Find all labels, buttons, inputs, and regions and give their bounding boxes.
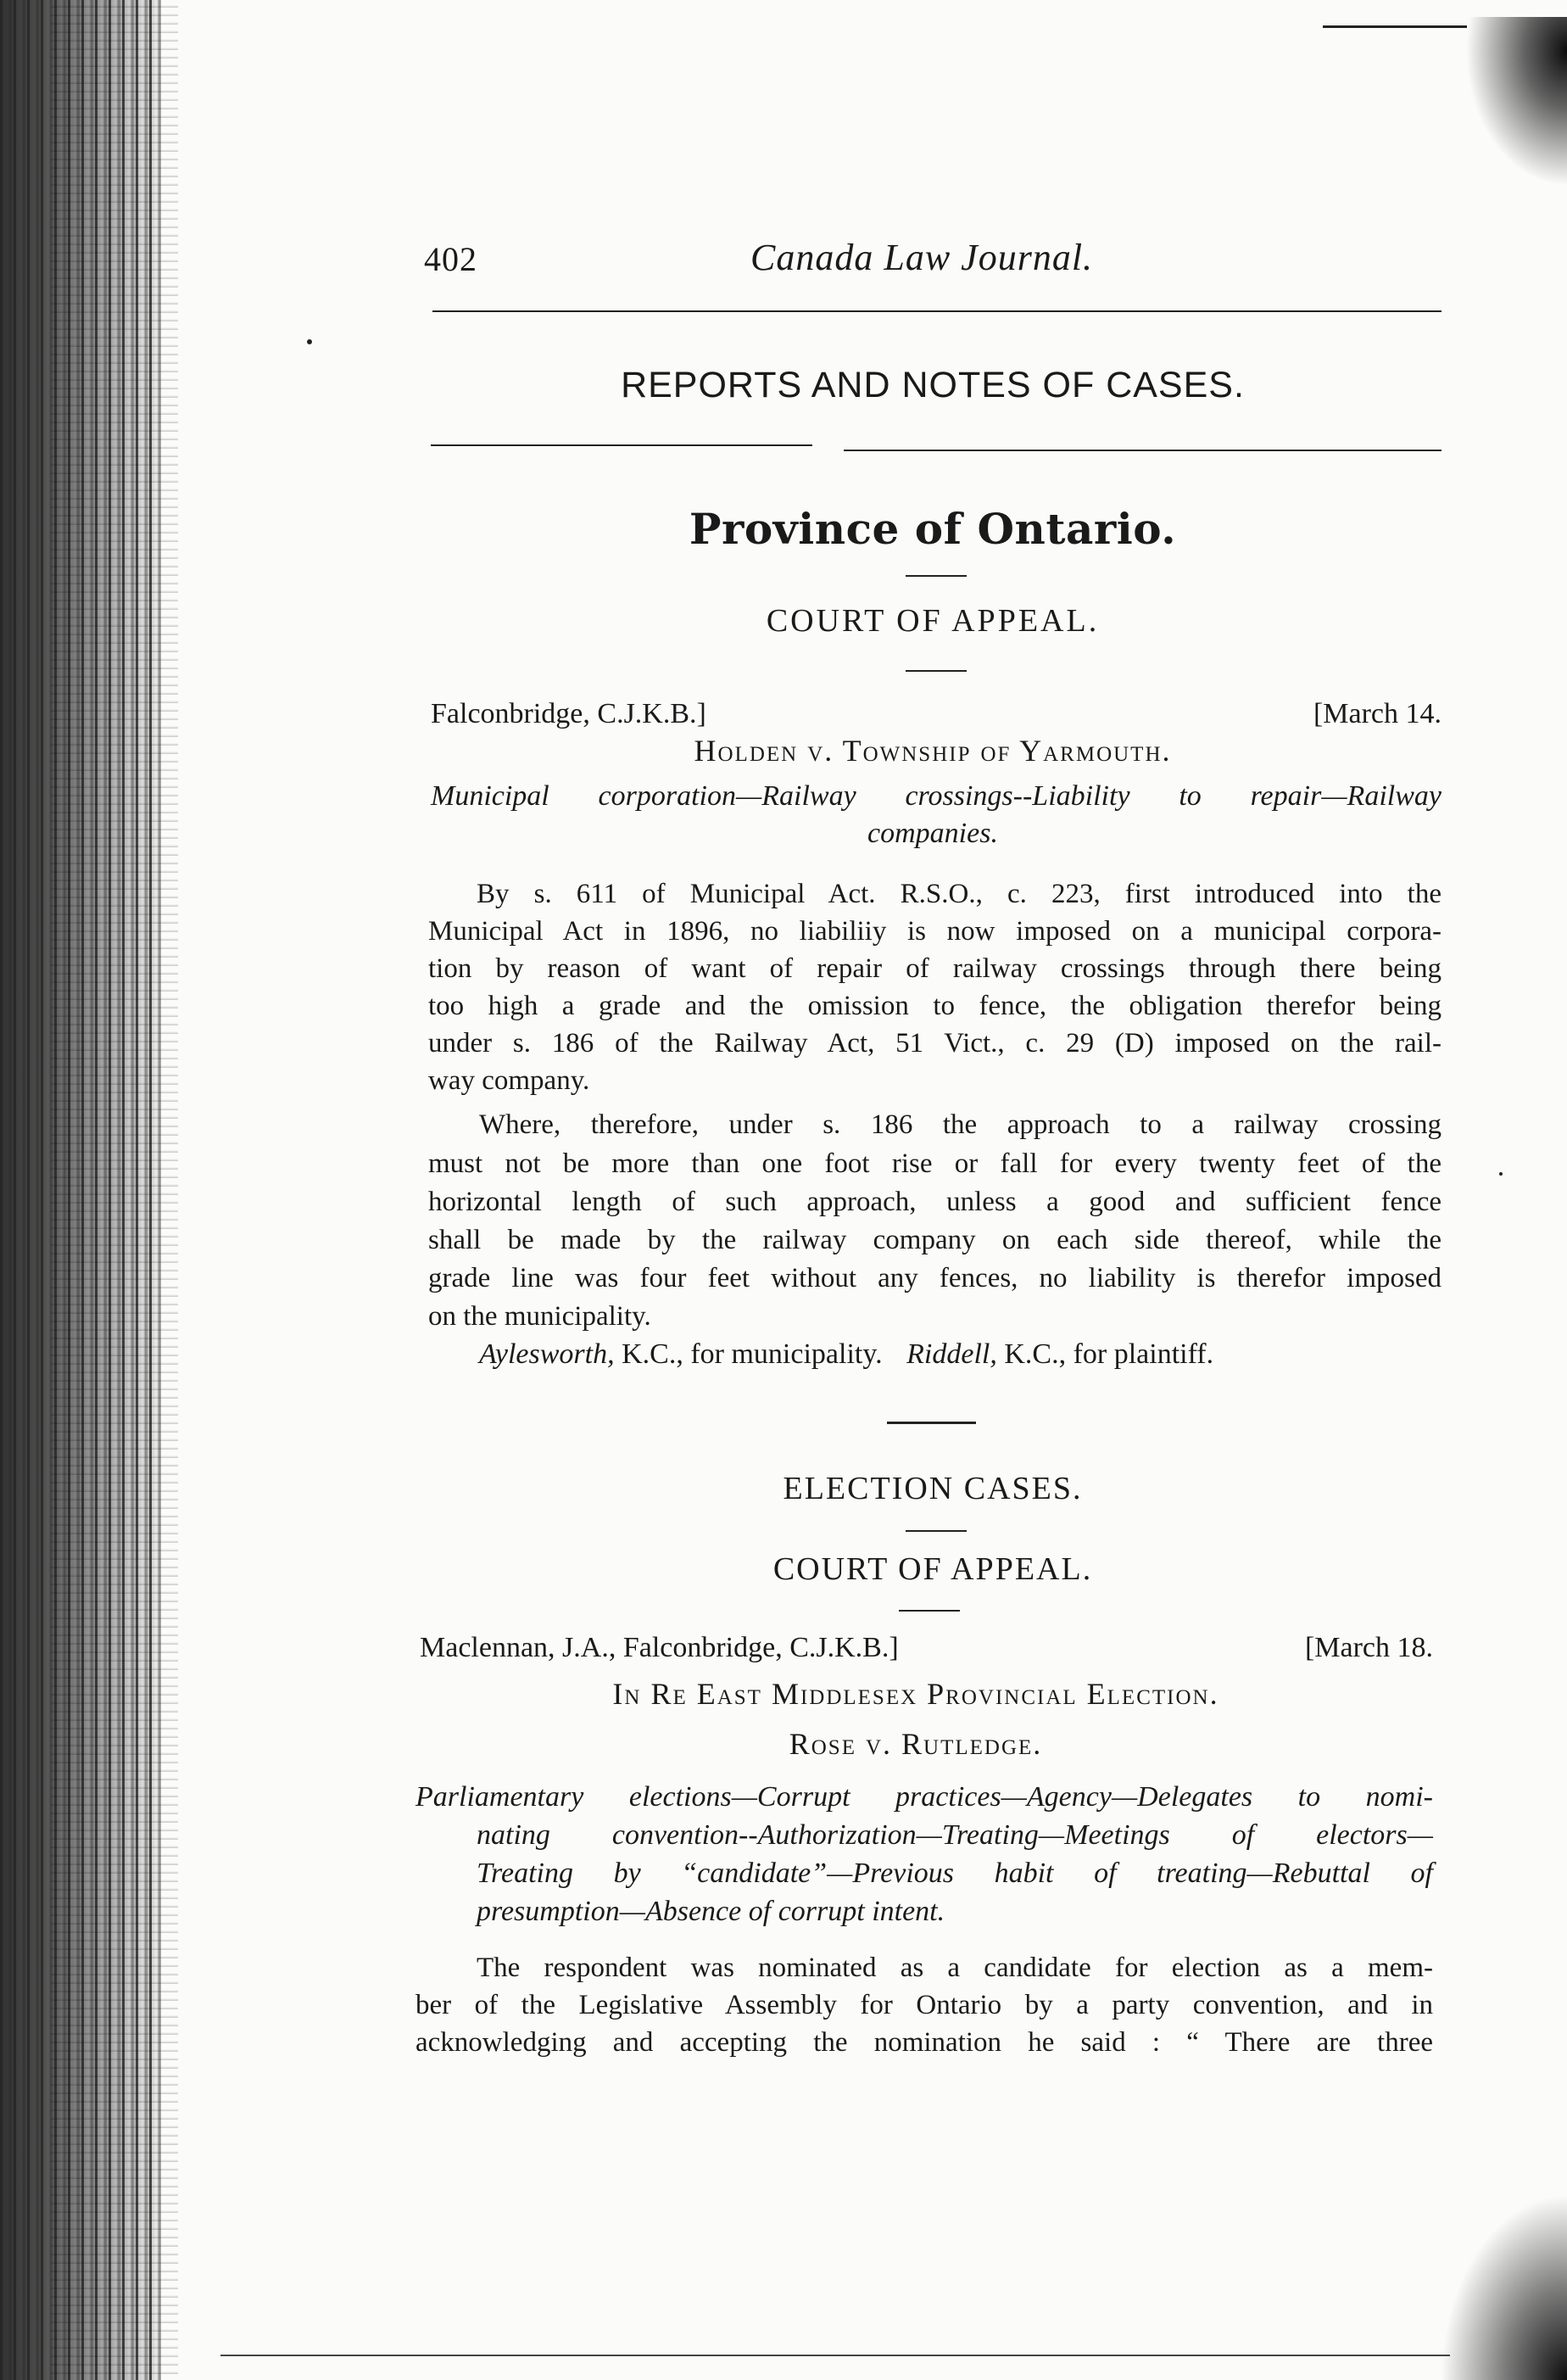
short-rule [906,1530,967,1532]
body-line: acknowledging and accepting the nomination he said : “ There are three [415,2027,1433,2058]
counsel-name: Aylesworth, [479,1338,615,1370]
journal-title: Canada Law Journal. [750,237,1094,278]
body-line: The respondent was nominated as a candidate for election as a mem- [477,1953,1433,1983]
body-line: way company. [428,1065,590,1096]
judge-line: Falconbridge, C.J.K.B.] [431,698,706,729]
counsel-text: K.C., for municipality. [614,1338,883,1370]
court-heading: COURT OF APPEAL. [766,603,1100,639]
headnote-line: Parliamentary elections—Corrupt practices—Agency—Delegates to nomi- [415,1781,1433,1813]
counsel-line [479,1338,1213,1371]
headnote-line: Treating by “candidate”—Previous habit of treating—Rebuttal of [477,1858,1433,1889]
header-rule [432,310,1442,312]
election-heading: ELECTION CASES. [783,1471,1083,1506]
short-rule [906,575,967,577]
province-heading: Province of Ontario. [689,504,1177,554]
case-date: [March 14. [1313,698,1442,729]
body-line: ber of the Legislative Assembly for Ontario by a party convention, and in [415,1990,1433,2020]
body-line: shall be made by the railway company on each side thereof, while the [428,1225,1442,1255]
court-heading: COURT OF APPEAL. [772,1551,1093,1587]
body-line: under s. 186 of the Railway Act, 51 Vict., c. 29 (D) imposed on the rail- [428,1028,1442,1059]
short-rule [899,1610,960,1612]
body-line: grade line was four feet without any fences, no liability is therefor imposed [428,1263,1442,1293]
body-line: too high a grade and the omission to fence, the obligation therefor being [428,991,1442,1021]
body-line: must not be more than one foot rise or fall for every twenty feet of the [428,1148,1442,1179]
short-rule [906,670,967,672]
bottom-edge-line [220,2355,1450,2356]
body-line: By s. 611 of Municipal Act. R.S.O., c. 223, first introduced into the [477,879,1442,909]
headnote-line: nating convention--Authorization—Treating—Meetings of electors— [477,1819,1433,1851]
body-line: on the municipality. [428,1301,651,1332]
section-rule-left [431,444,812,446]
top-right-corner-shadow [1465,17,1567,187]
page-number: 402 [424,240,477,278]
body-line: tion by reason of want of repair of railway crossings through there being [428,953,1442,984]
section-separator-rule [887,1422,976,1424]
running-head [424,239,1442,290]
case-style: Rose v. Rutledge. [789,1727,1043,1761]
headnote-line: Municipal corporation—Railway crossings--Liability to repair—Railway [431,780,1442,812]
headnote-line: companies. [867,818,998,849]
bottom-right-corner-shadow [1440,2193,1567,2380]
counsel-text: K.C., for plaintiff. [996,1338,1214,1370]
case-style: In Re East Middlesex Provincial Election. [612,1677,1219,1711]
counsel-name: Riddell, [906,1338,997,1370]
headnote-line: presumption—Absence of corrupt intent. [477,1896,945,1927]
stray-mark [1499,1172,1503,1176]
body-line: Municipal Act in 1896, no liabiliiy is now imposed on a municipal corpora- [428,916,1442,947]
body-line: horizontal length of such approach, unless a good and sufficient fence [428,1187,1442,1217]
section-rule-right [844,450,1442,451]
section-title: REPORTS AND NOTES OF CASES. [621,365,1245,405]
top-edge-line [1323,25,1467,28]
binding-speckle [51,0,178,2380]
case-date: [March 18. [1304,1632,1433,1663]
stray-mark [307,339,312,344]
body-line: Where, therefore, under s. 186 the approach to a railway crossing [479,1109,1442,1140]
case-style: Holden v. Township of Yarmouth. [694,734,1172,768]
judge-line: Maclennan, J.A., Falconbridge, C.J.K.B.] [420,1632,899,1663]
